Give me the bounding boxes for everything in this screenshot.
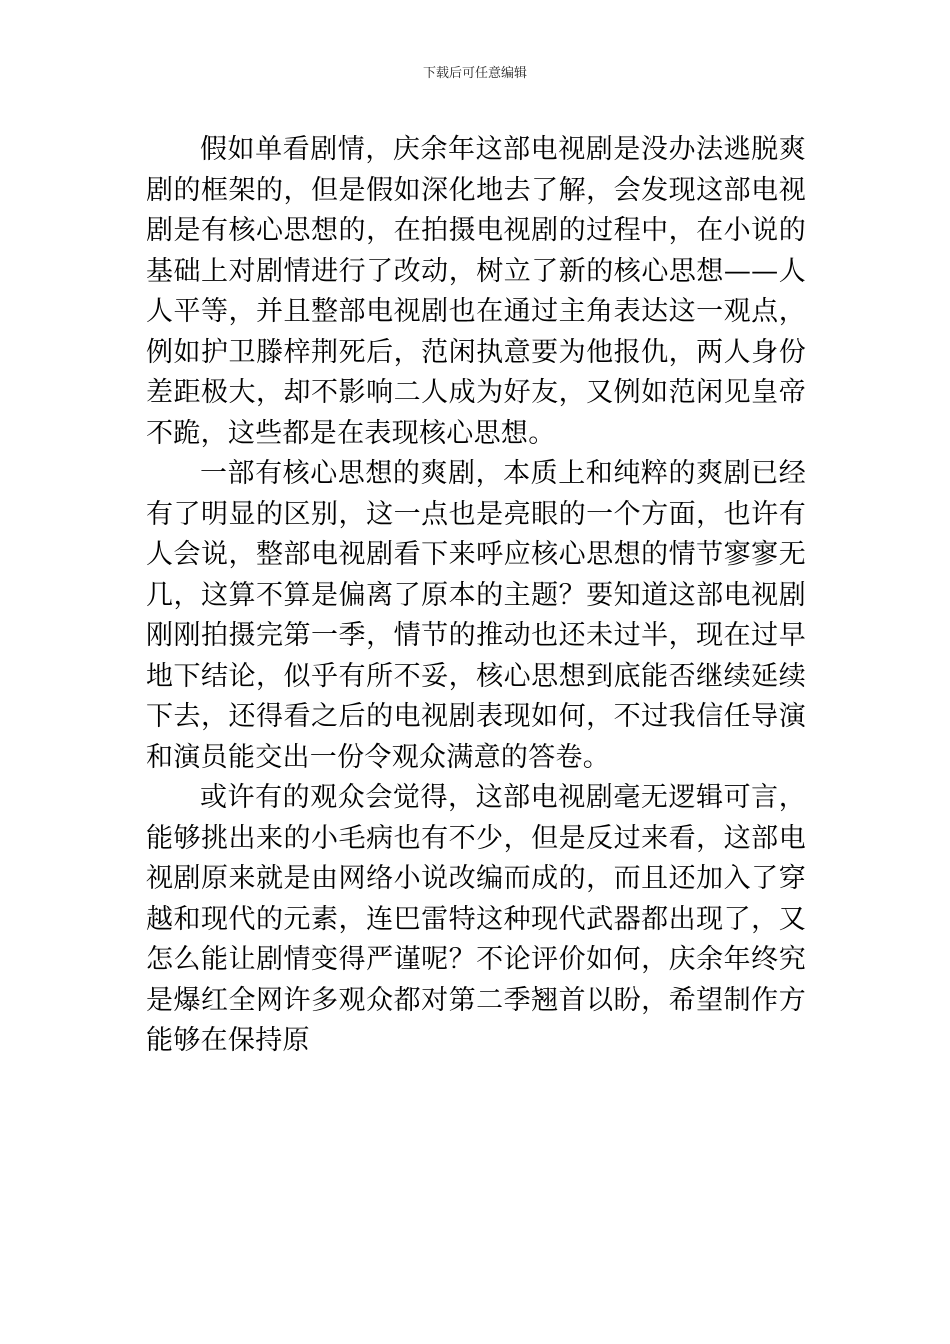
document-body bbox=[146, 130, 806, 1062]
paragraph-2: 一部有核心思想的爽剧，本质上和纯粹的爽剧已经有了明显的区别，这一点也是亮眼的一个方面，也许有人会说，整部电视剧看下来呼应核心思想的情节寥寥无几，这算不算是偏离了原本的主题？要知道这部电视剧刚刚拍摄完第一季，情节的推动也还未过半，现在过早地下结论，似乎有所不妥，核心思想到底能否继续延续下去，还得看之后的电视剧表现如何，不过我信任导演和演员能交出一份令观众满意的答卷。 bbox=[146, 458, 806, 773]
page-header-note: 下载后可任意编辑 bbox=[422, 66, 527, 81]
paragraph-3: 或许有的观众会觉得，这部电视剧毫无逻辑可言，能够挑出来的小毛病也有不少，但是反过来看，这部电视剧原来就是由网络小说改编而成的，而且还加入了穿越和现代的元素，连巴雷特这种现代武器都出现了，又怎么能让剧情变得严谨呢？不论评价如何，庆余年终究是爆红全网许多观众都对第二季翘首以盼，希望制作方能够在保持原 bbox=[146, 782, 806, 1056]
paragraph-1: 假如单看剧情，庆余年这部电视剧是没办法逃脱爽剧的框架的，但是假如深化地去了解，会发现这部电视剧是有核心思想的，在拍摄电视剧的过程中，在小说的基础上对剧情进行了改动，树立了新的核心思想——人人平等，并且整部电视剧也在通过主角表达这一观点，例如护卫滕梓荆死后，范闲执意要为他报仇，两人身份差距极大，却不影响二人成为好友，又例如范闲见皇帝不跪，这些都是在表现核心思想。 bbox=[146, 134, 806, 449]
